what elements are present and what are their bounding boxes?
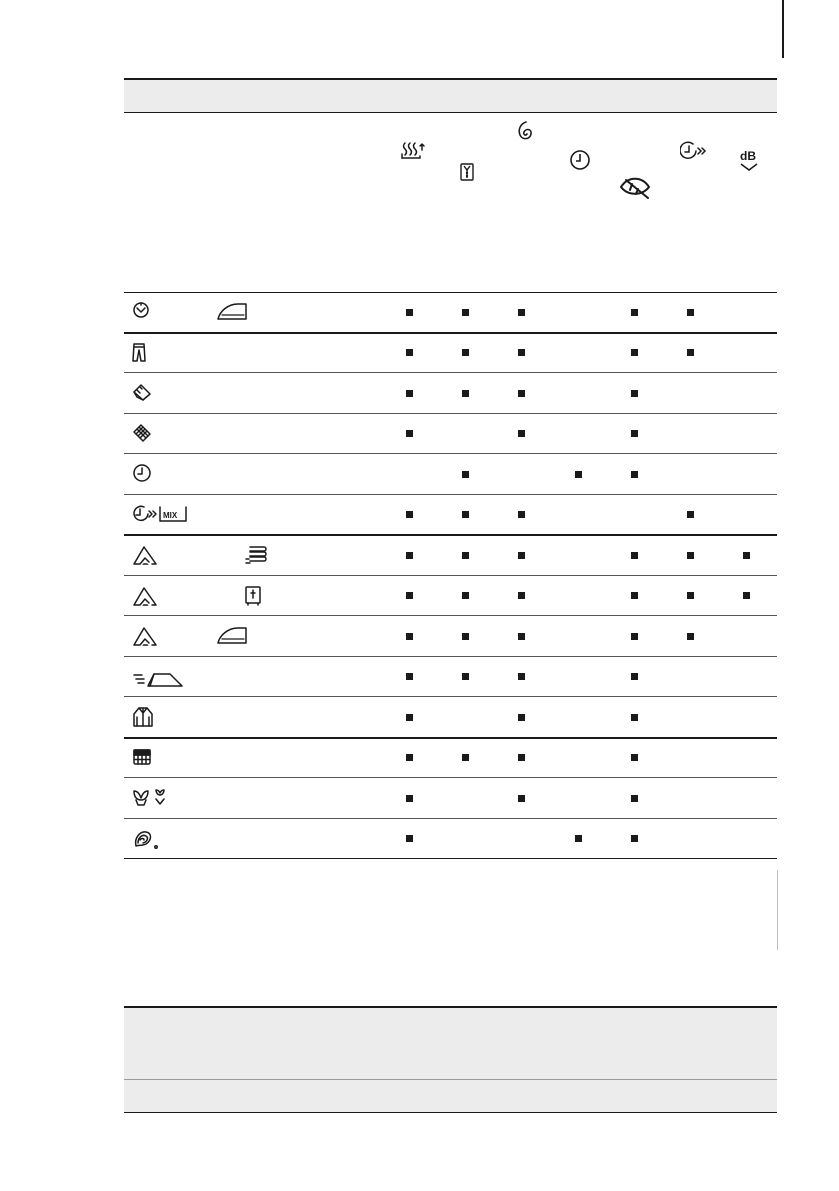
compatibility-mark (687, 552, 694, 559)
compatibility-mark (631, 349, 638, 356)
compatibility-mark (631, 835, 638, 842)
compatibility-mark (406, 835, 413, 842)
compatibility-mark (743, 552, 750, 559)
wardrobe-icon (244, 585, 262, 607)
cotton-ball-icon (132, 301, 150, 319)
compatibility-mark (575, 471, 582, 478)
compatibility-mark (518, 633, 525, 640)
crop-mark (777, 870, 778, 950)
compatibility-mark (406, 552, 413, 559)
compatibility-mark (687, 633, 694, 640)
compatibility-mark (462, 673, 469, 680)
table-row (124, 657, 777, 698)
compatibility-mark (518, 349, 525, 356)
svg-text:MIX: MIX (163, 510, 178, 520)
compatibility-mark (406, 511, 413, 518)
compatibility-mark (518, 754, 525, 761)
compatibility-mark (631, 592, 638, 599)
compatibility-mark (687, 349, 694, 356)
compatibility-mark (518, 552, 525, 559)
blanket-icon (132, 423, 152, 443)
table-row (124, 576, 777, 617)
wool-icon (132, 828, 160, 850)
second-table (124, 1006, 777, 1113)
bedding-icon (132, 382, 152, 402)
compatibility-mark (518, 511, 525, 518)
table-row (124, 373, 777, 414)
compatibility-mark (631, 754, 638, 761)
time-mix-icon (132, 504, 188, 524)
row-rule (124, 858, 777, 859)
compatibility-mark (631, 552, 638, 559)
spin-icon (515, 120, 535, 142)
compatibility-mark (462, 754, 469, 761)
compatibility-mark (406, 633, 413, 640)
table-row (124, 819, 777, 860)
jeans-icon (132, 342, 146, 362)
compatibility-mark (518, 592, 525, 599)
synthetics-icon (132, 625, 158, 647)
table-title-band (124, 78, 777, 112)
compatibility-mark (462, 552, 469, 559)
compatibility-mark (406, 714, 413, 721)
table-row (124, 738, 777, 779)
options-table (124, 78, 777, 859)
table-row (124, 535, 777, 576)
compatibility-mark (406, 430, 413, 437)
compatibility-mark (518, 309, 525, 316)
compatibility-mark (518, 714, 525, 721)
table-row (124, 414, 777, 455)
table-row (124, 292, 777, 333)
compatibility-mark (631, 309, 638, 316)
svg-text:dB: dB (740, 149, 756, 163)
compatibility-mark (406, 592, 413, 599)
compatibility-mark (631, 673, 638, 680)
table-row (124, 778, 777, 819)
compatibility-mark (631, 795, 638, 802)
compatibility-mark (406, 349, 413, 356)
compatibility-mark (575, 835, 582, 842)
iron-icon (216, 301, 248, 321)
compatibility-mark (631, 714, 638, 721)
compatibility-mark (631, 390, 638, 397)
quiet-db-icon (738, 148, 760, 172)
second-table-bottom-rule (124, 1112, 777, 1113)
compatibility-mark (462, 309, 469, 316)
timer-icon (132, 463, 152, 483)
duvet-icon (132, 747, 152, 767)
table-top-rule (124, 78, 777, 80)
compatibility-mark (462, 349, 469, 356)
compatibility-mark (406, 795, 413, 802)
second-table-top-rule (124, 1006, 777, 1008)
compatibility-mark (518, 795, 525, 802)
compatibility-mark (687, 309, 694, 316)
steam-icon (400, 140, 426, 162)
compatibility-mark (462, 592, 469, 599)
compatibility-mark (406, 754, 413, 761)
crop-mark (782, 0, 784, 58)
iron-icon (216, 625, 248, 645)
compatibility-mark (406, 390, 413, 397)
compatibility-mark (462, 471, 469, 478)
table-header-rule (124, 112, 777, 113)
easy-iron-icon (132, 666, 184, 688)
second-table-band (124, 1006, 777, 1112)
compatibility-mark (462, 633, 469, 640)
synthetics-icon (132, 544, 158, 566)
compatibility-mark (518, 430, 525, 437)
compatibility-mark (406, 673, 413, 680)
compatibility-mark (631, 471, 638, 478)
compatibility-mark (462, 390, 469, 397)
table-row (124, 697, 777, 738)
compatibility-mark (518, 390, 525, 397)
compatibility-mark (687, 511, 694, 518)
synthetics-icon (132, 585, 158, 607)
time-save-icon (680, 141, 708, 161)
leaf-icon (618, 174, 656, 202)
compatibility-mark (743, 592, 750, 599)
shirt-icon (459, 162, 475, 182)
table-row (124, 495, 777, 536)
second-table-mid-rule (124, 1079, 777, 1080)
compatibility-mark (631, 633, 638, 640)
compatibility-mark (518, 673, 525, 680)
compatibility-mark (631, 430, 638, 437)
compatibility-mark (406, 309, 413, 316)
compatibility-mark (687, 592, 694, 599)
outdoor-jacket-icon (132, 706, 154, 728)
table-row (124, 333, 777, 374)
table-row (124, 454, 777, 495)
delicates-icon (132, 787, 172, 809)
table-row (124, 616, 777, 657)
clock-icon (569, 149, 591, 171)
compatibility-mark (462, 511, 469, 518)
stack-icon (244, 544, 268, 566)
